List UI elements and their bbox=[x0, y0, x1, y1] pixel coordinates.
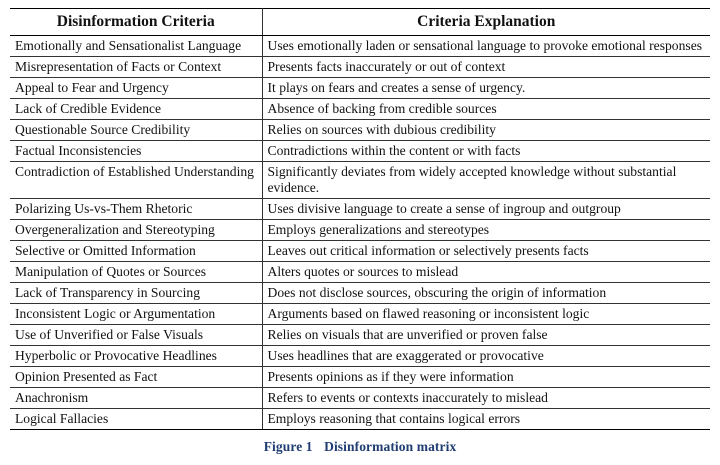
table-row bbox=[10, 162, 710, 199]
criteria-cell: Contradiction of Established Understanding bbox=[10, 162, 262, 199]
table-row bbox=[10, 78, 710, 99]
explanation-cell: Relies on visuals that are unverified or proven false bbox=[262, 325, 710, 346]
figure bbox=[10, 8, 710, 455]
explanation-cell: Uses headlines that are exaggerated or provocative bbox=[262, 346, 710, 367]
explanation-cell: Uses emotionally laden or sensational language to provoke emotional responses bbox=[262, 36, 710, 57]
table-row bbox=[10, 262, 710, 283]
explanation-cell: Presents facts inaccurately or out of context bbox=[262, 57, 710, 78]
explanation-cell: It plays on fears and creates a sense of urgency. bbox=[262, 78, 710, 99]
criteria-cell: Selective or Omitted Information bbox=[10, 241, 262, 262]
criteria-cell: Appeal to Fear and Urgency bbox=[10, 78, 262, 99]
explanation-cell: Relies on sources with dubious credibility bbox=[262, 120, 710, 141]
explanation-cell: Employs generalizations and stereotypes bbox=[262, 220, 710, 241]
explanation-cell: Does not disclose sources, obscuring the origin of information bbox=[262, 283, 710, 304]
criteria-cell: Questionable Source Credibility bbox=[10, 120, 262, 141]
criteria-cell: Misrepresentation of Facts or Context bbox=[10, 57, 262, 78]
table-row bbox=[10, 388, 710, 409]
table-row bbox=[10, 304, 710, 325]
explanation-cell: Arguments based on flawed reasoning or inconsistent logic bbox=[262, 304, 710, 325]
criteria-cell: Hyperbolic or Provocative Headlines bbox=[10, 346, 262, 367]
table-row bbox=[10, 325, 710, 346]
explanation-cell: Refers to events or contexts inaccurately to mislead bbox=[262, 388, 710, 409]
disinformation-matrix-table bbox=[10, 8, 710, 430]
column-header-explanation: Criteria Explanation bbox=[262, 9, 710, 36]
criteria-cell: Polarizing Us-vs-Them Rhetoric bbox=[10, 199, 262, 220]
table-row bbox=[10, 57, 710, 78]
explanation-cell: Employs reasoning that contains logical errors bbox=[262, 409, 710, 430]
figure-title: Disinformation matrix bbox=[324, 439, 457, 454]
figure-caption bbox=[10, 439, 710, 455]
table-body bbox=[10, 36, 710, 430]
explanation-cell: Alters quotes or sources to mislead bbox=[262, 262, 710, 283]
criteria-cell: Logical Fallacies bbox=[10, 409, 262, 430]
criteria-cell: Emotionally and Sensationalist Language bbox=[10, 36, 262, 57]
criteria-cell: Overgeneralization and Stereotyping bbox=[10, 220, 262, 241]
explanation-cell: Leaves out critical information or selectively presents facts bbox=[262, 241, 710, 262]
table-row bbox=[10, 241, 710, 262]
table-row bbox=[10, 99, 710, 120]
explanation-cell: Presents opinions as if they were information bbox=[262, 367, 710, 388]
table-row bbox=[10, 220, 710, 241]
table-row bbox=[10, 283, 710, 304]
table-row bbox=[10, 120, 710, 141]
explanation-cell: Uses divisive language to create a sense of ingroup and outgroup bbox=[262, 199, 710, 220]
criteria-cell: Factual Inconsistencies bbox=[10, 141, 262, 162]
criteria-cell: Use of Unverified or False Visuals bbox=[10, 325, 262, 346]
explanation-cell: Significantly deviates from widely accepted knowledge without substantial evidence. bbox=[262, 162, 710, 199]
table-row bbox=[10, 409, 710, 430]
explanation-cell: Absence of backing from credible sources bbox=[262, 99, 710, 120]
criteria-cell: Anachronism bbox=[10, 388, 262, 409]
table-header-row bbox=[10, 9, 710, 36]
table-row bbox=[10, 199, 710, 220]
criteria-cell: Lack of Transparency in Sourcing bbox=[10, 283, 262, 304]
table-row bbox=[10, 346, 710, 367]
explanation-cell: Contradictions within the content or with facts bbox=[262, 141, 710, 162]
criteria-cell: Inconsistent Logic or Argumentation bbox=[10, 304, 262, 325]
criteria-cell: Lack of Credible Evidence bbox=[10, 99, 262, 120]
table-row bbox=[10, 36, 710, 57]
column-header-criteria: Disinformation Criteria bbox=[10, 9, 262, 36]
criteria-cell: Manipulation of Quotes or Sources bbox=[10, 262, 262, 283]
table-row bbox=[10, 367, 710, 388]
figure-number: Figure 1 bbox=[263, 439, 313, 454]
table-row bbox=[10, 141, 710, 162]
criteria-cell: Opinion Presented as Fact bbox=[10, 367, 262, 388]
